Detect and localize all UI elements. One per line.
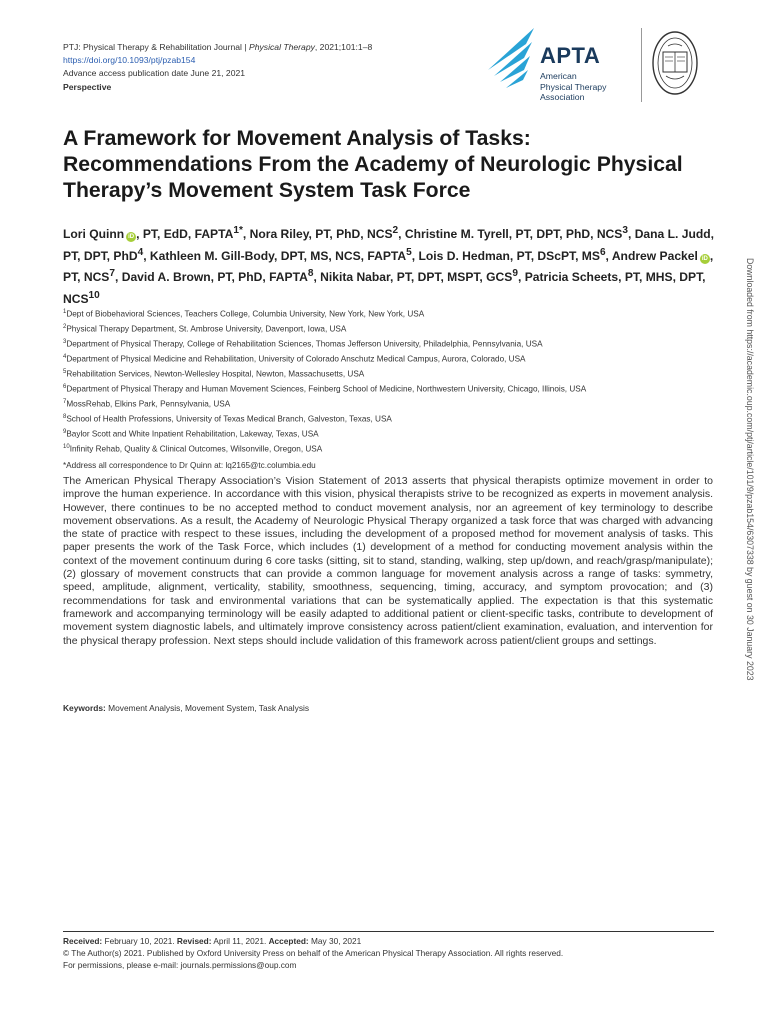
author-name[interactable]: Lori Quinn xyxy=(63,227,125,242)
doi-link[interactable]: https://doi.org/10.1093/ptj/pzab154 xyxy=(63,55,196,66)
author-name: , Andrew Packel xyxy=(605,248,698,263)
affiliation-list xyxy=(63,306,723,456)
footer-divider xyxy=(63,931,714,932)
affiliation-item: $^3$Department of Physical Therapy, College of Rehabilitation Sciences, Thomas Jefferson University, Philadelphia, Pennsylvania, USA xyxy=(63,339,543,349)
journal-line: PTJ: Physical Therapy & Rehabilitation Journal | Physical Therapy, 2021;101:1–8 xyxy=(63,42,373,52)
affiliation-item: $^5$Rehabilitation Services, Newton-Wellesley Hospital, Newton, Massachusetts, USA xyxy=(63,369,365,379)
author-name: , Patricia Scheets, PT, MHS, DPT, NCS xyxy=(63,270,706,306)
footer xyxy=(63,935,563,971)
author-name: , Lois D. Hedman, PT, DScPT, MS xyxy=(411,248,600,263)
orcid-icon[interactable]: iD xyxy=(701,255,708,262)
publisher-logos xyxy=(486,26,696,104)
apta-swoosh-icon xyxy=(486,26,546,96)
author-name: , Dana L. Judd, PT, DPT, PhD xyxy=(63,227,714,263)
correspondence-note: *Address all correspondence to Dr Quinn at: lq2165@tc.columbia.edu xyxy=(63,461,316,471)
keywords-list: Movement Analysis, Movement System, Task Analysis xyxy=(105,703,310,713)
keywords-label: Keywords: xyxy=(63,703,106,713)
keywords xyxy=(63,703,309,713)
author-name: , Nora Riley, PT, PhD, NCS xyxy=(242,227,393,242)
logo-divider xyxy=(641,28,642,102)
orcid-icon[interactable]: iD xyxy=(128,234,135,241)
apta-logo-text: APTA xyxy=(540,43,601,68)
article-meta xyxy=(63,41,372,94)
author-name: , Nikita Nabar, PT, DPT, MSPT, GCS xyxy=(313,270,513,285)
permissions-line[interactable]: For permissions, please e-mail: journals.permissions@oup.com xyxy=(63,960,297,970)
affiliation-item: $^2$Physical Therapy Department, St. Ambrose University, Davenport, Iowa, USA xyxy=(63,324,347,334)
affiliations xyxy=(63,306,723,473)
dates-line: Received: February 10, 2021. Revised: April 11, 2021. Accepted: May 30, 2021 xyxy=(63,936,362,946)
abstract-text: The American Physical Therapy Association’s Vision Statement of 2013 asserts that physical therapists optimize movement in order to improve the human experience. In accordance with this vision, physical therapists strive to be recognized as experts in movement analysis. However, there continues to be no accepted method to conduct movement analysis, nor an agreement of key terminology to describe movement observations. As a result, the Academy of Neurologic Physical Therapy organized a task force that was charged with advancing the state of practice with respect to these issues, including the development of a proposed method for movement analysis of tasks. This paper presents the work of the Task Force, which includes (1) development of a method for conducting movement analysis within the context of the movement continuum during 6 core tasks (sitting, sit to stand, standing, walking, step up/down, and reach/grasp/manipulate); (2) glossary of movement constructs that can provide a common language for movement analysis across a range of tasks: symmetry, speed, amplitude, alignment, verticality, stability, smoothness, sequencing, timing, accuracy, and symptom provocation; and (3) recommendations for task and environmental variations that can be systematically applied. The expectation is that this systematic framework and accompanying terminology will be easily adapted to additional patient or client-specific tasks, contribute to development of movement system diagnostic labels, and ultimately improve consistency across patient/client examination, evaluation, and intervention for the physical therapy profession. Next steps should include validation of this framework across patient/client groups and settings. xyxy=(63,475,713,647)
author-list: Lori Quinn iD , PT, EdD, $FAPTA^{1*}$, Nora Riley, PT, PhD, NCS$^2$, Christine M. Tyrell, PT, DPT, PhD, NCS$^3$, Dana L. Judd, PT, DPT, PhD$^4$, Kathleen M. Gill-Body, DPT, MS, NCS, FAPTA$^5$, Lois D. Hedman, PT, DScPT, $MS^6$, Andrew Packel iD , PT, NCS$^7$, David A. Brown, PT, PhD, FAPTA$^8$, Nikita Nabar, PT, DPT, MSPT, GCS$^9$, Patricia Scheets, PT, MHS, DPT, NCS$^{10}$ xyxy=(63,225,714,306)
affiliation-item: $^{10}$Infinity Rehab, Quality & Clinical Outcomes, Wilsonville, Oregon, USA xyxy=(63,444,323,455)
affiliation-item: $^7$MossRehab, Elkins Park, Pennsylvania, USA xyxy=(63,399,231,409)
apta-logo-subtitle: American Physical Therapy Association xyxy=(540,71,607,102)
article-title: A Framework for Movement Analysis of Tasks: Recommendations From the Academy of Neurologic Physical Therapy’s Movement System Task Force xyxy=(63,127,683,202)
copyright-line: © The Author(s) 2021. Published by Oxford University Press on behalf of the American Physical Therapy Association. All rights reserved. xyxy=(63,948,564,958)
affiliation-item: $^8$School of Health Professions, University of Texas Medical Branch, Galveston, Texas, USA xyxy=(63,414,392,424)
academy-seal-icon xyxy=(652,30,698,96)
author-name: , Kathleen M. Gill-Body, DPT, MS, NCS, FAPTA xyxy=(143,248,407,263)
affiliation-item: $^4$Department of Physical Medicine and Rehabilitation, University of Colorado Anschutz Medical Campus, Aurora, Colorado, USA xyxy=(63,354,526,364)
affiliation-item: $^1$Dept of Biobehavioral Sciences, Teachers College, Columbia University, New York, New York, USA xyxy=(63,309,425,319)
affiliation-item: $^6$Department of Physical Therapy and Human Movement Sciences, Feinberg School of Medicine, Northwestern University, Chicago, Illinois, USA xyxy=(63,384,587,394)
affiliation-item: $^9$Baylor Scott and White Inpatient Rehabilitation, Lakeway, Texas, USA xyxy=(63,429,319,439)
article-type: Perspective xyxy=(63,81,112,92)
author-name: , Christine M. Tyrell, PT, DPT, PhD, NCS xyxy=(398,227,623,242)
author-name: , David A. Brown, PT, PhD, FAPTA xyxy=(114,270,308,285)
download-watermark: Downloaded from https://academic.oup.com/ptj/article/101/9/pzab154/6307338 by guest on 30 January 2023 xyxy=(745,258,755,681)
advance-access-date: Advance access publication date June 21, 2021 xyxy=(63,68,246,79)
